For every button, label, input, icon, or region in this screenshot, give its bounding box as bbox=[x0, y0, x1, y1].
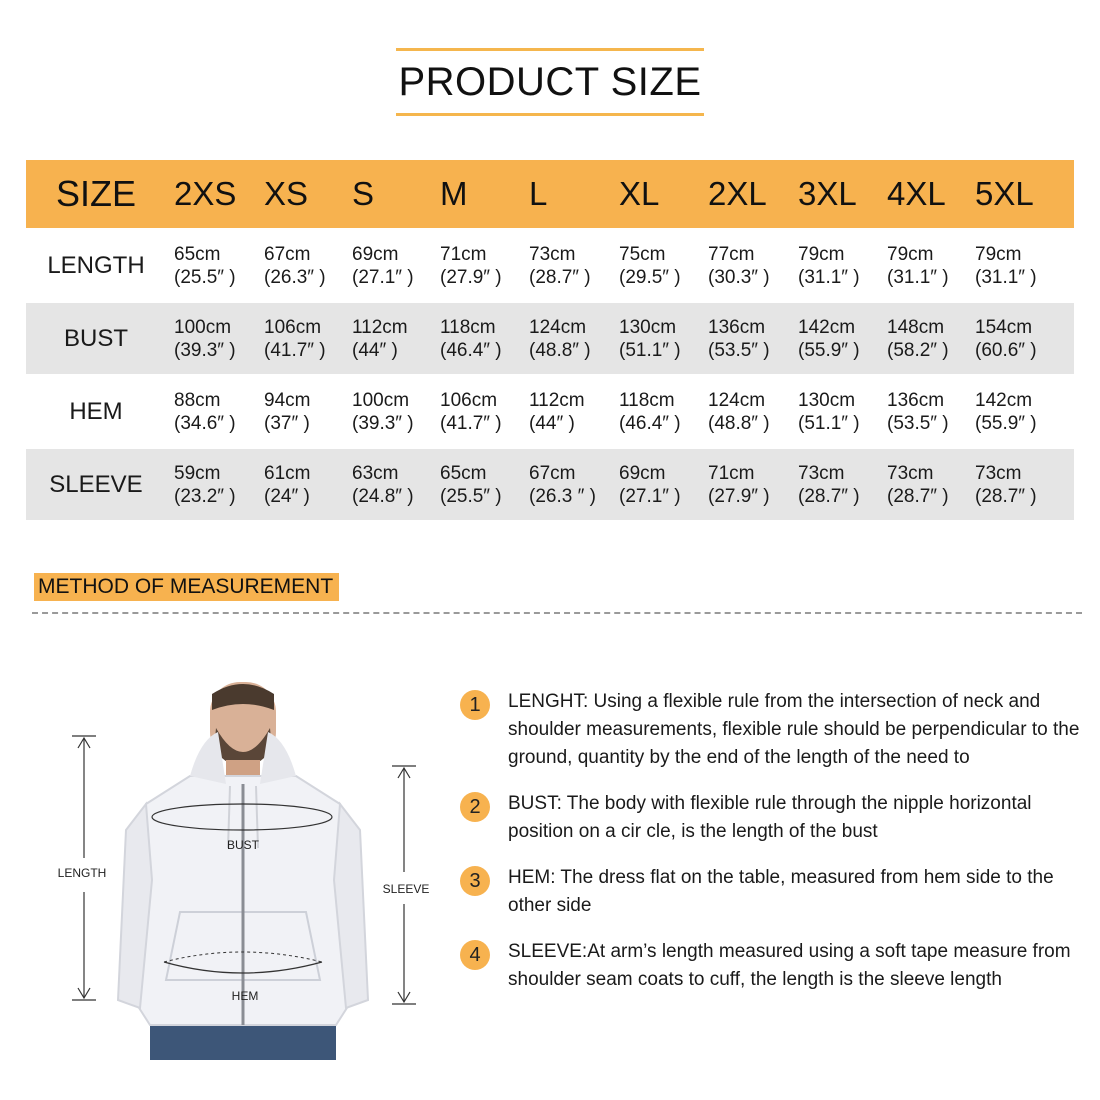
row-label: HEM bbox=[69, 398, 123, 425]
cm-value: 142cm bbox=[798, 316, 856, 338]
inch-value: (39.3″ ) bbox=[352, 412, 414, 434]
size-col-header: 3XL bbox=[790, 160, 879, 228]
size-header-row bbox=[26, 160, 1074, 228]
step-number-badge: 2 bbox=[460, 792, 490, 822]
size-col-header: 5XL bbox=[967, 160, 1074, 228]
inch-value: (55.9″ ) bbox=[798, 339, 860, 361]
inch-value: (29.5″ ) bbox=[619, 266, 681, 288]
inch-value: (58.2″ ) bbox=[887, 339, 949, 361]
size-cell bbox=[344, 376, 432, 447]
inch-value: (28.7″ ) bbox=[798, 485, 860, 507]
cm-value: 69cm bbox=[352, 243, 399, 265]
size-cell bbox=[256, 230, 344, 301]
table-row bbox=[26, 449, 1074, 520]
inch-value: (30.3″ ) bbox=[708, 266, 770, 288]
inch-value: (31.1″ ) bbox=[975, 266, 1037, 288]
cm-value: 106cm bbox=[440, 389, 498, 411]
size-col-header: 2XL bbox=[700, 160, 790, 228]
size-cell bbox=[256, 303, 344, 374]
inch-value: (53.5″ ) bbox=[708, 339, 770, 361]
size-cell bbox=[432, 230, 521, 301]
cm-value: 148cm bbox=[887, 316, 945, 338]
hem-label: HEM bbox=[231, 989, 259, 1003]
size-cell bbox=[790, 449, 879, 520]
size-col-header: 4XL bbox=[879, 160, 967, 228]
size-cell bbox=[967, 303, 1074, 374]
cm-value: 118cm bbox=[619, 389, 675, 411]
size-cell bbox=[521, 376, 611, 447]
cm-value: 88cm bbox=[174, 389, 221, 411]
size-col-header: 2XS bbox=[166, 160, 256, 228]
cm-value: 71cm bbox=[708, 462, 755, 484]
size-cell bbox=[700, 303, 790, 374]
cm-value: 112cm bbox=[529, 389, 585, 411]
inch-value: (28.7″ ) bbox=[529, 266, 591, 288]
inch-value: (25.5″ ) bbox=[440, 485, 502, 507]
inch-value: (44″ ) bbox=[529, 412, 575, 434]
cm-value: 63cm bbox=[352, 462, 399, 484]
cm-value: 73cm bbox=[887, 462, 934, 484]
step-number-badge: 4 bbox=[460, 940, 490, 970]
size-cell bbox=[432, 303, 521, 374]
inch-value: (60.6″ ) bbox=[975, 339, 1037, 361]
inch-value: (24.8″ ) bbox=[352, 485, 414, 507]
size-cell bbox=[967, 230, 1074, 301]
size-cell bbox=[790, 376, 879, 447]
section-divider bbox=[32, 612, 1082, 614]
size-cell bbox=[611, 376, 700, 447]
inch-value: (24″ ) bbox=[264, 485, 310, 507]
cm-value: 79cm bbox=[887, 243, 934, 265]
inch-value: (26.3″ ) bbox=[264, 266, 326, 288]
size-cell bbox=[611, 303, 700, 374]
cm-value: 130cm bbox=[619, 316, 677, 338]
cm-value: 79cm bbox=[975, 243, 1022, 265]
size-cell bbox=[879, 376, 967, 447]
cm-value: 73cm bbox=[975, 462, 1022, 484]
step-text: HEM: The dress flat on the table, measured from hem side to the other side bbox=[508, 867, 1054, 916]
size-cell bbox=[700, 230, 790, 301]
step-item bbox=[460, 938, 1080, 994]
cm-value: 154cm bbox=[975, 316, 1033, 338]
size-cell bbox=[166, 376, 256, 447]
inch-value: (28.7″ ) bbox=[975, 485, 1037, 507]
size-cell bbox=[344, 449, 432, 520]
size-cell bbox=[166, 303, 256, 374]
inch-value: (41.7″ ) bbox=[264, 339, 326, 361]
size-cell bbox=[256, 449, 344, 520]
step-number-badge: 1 bbox=[460, 690, 490, 720]
step-item bbox=[460, 688, 1080, 772]
inch-value: (25.5″ ) bbox=[174, 266, 236, 288]
cm-value: 130cm bbox=[798, 389, 856, 411]
inch-value: (27.1″ ) bbox=[619, 485, 681, 507]
size-cell bbox=[967, 449, 1074, 520]
cm-value: 77cm bbox=[708, 243, 755, 265]
cm-value: 124cm bbox=[529, 316, 587, 338]
cm-value: 65cm bbox=[174, 243, 221, 265]
size-cell bbox=[967, 376, 1074, 447]
inch-value: (23.2″ ) bbox=[174, 485, 236, 507]
step-item bbox=[460, 790, 1080, 846]
cm-value: 142cm bbox=[975, 389, 1033, 411]
size-cell bbox=[700, 449, 790, 520]
size-cell bbox=[879, 303, 967, 374]
size-cell bbox=[611, 230, 700, 301]
inch-value: (27.1″ ) bbox=[352, 266, 414, 288]
cm-value: 106cm bbox=[264, 316, 322, 338]
size-col-header: XS bbox=[256, 160, 344, 228]
size-cell bbox=[879, 230, 967, 301]
inch-value: (44″ ) bbox=[352, 339, 398, 361]
cm-value: 59cm bbox=[174, 462, 221, 484]
table-row bbox=[26, 303, 1074, 374]
size-col-header: XL bbox=[611, 160, 700, 228]
size-col-header: M bbox=[432, 160, 521, 228]
cm-value: 124cm bbox=[708, 389, 766, 411]
inch-value: (41.7″ ) bbox=[440, 412, 502, 434]
cm-value: 94cm bbox=[264, 389, 311, 411]
row-label: BUST bbox=[26, 303, 166, 374]
inch-value: (31.1″ ) bbox=[887, 266, 949, 288]
row-label: SLEEVE bbox=[26, 449, 166, 520]
cm-value: 75cm bbox=[619, 243, 666, 265]
inch-value: (37″ ) bbox=[264, 412, 310, 434]
cm-value: 65cm bbox=[440, 462, 487, 484]
cm-value: 136cm bbox=[708, 316, 766, 338]
size-cell bbox=[700, 376, 790, 447]
size-cell bbox=[521, 449, 611, 520]
size-cell bbox=[344, 303, 432, 374]
size-cell bbox=[432, 376, 521, 447]
step-text: LENGHT: Using a flexible rule from the intersection of neck and shoulder measurements, flexible rule should be perpendicular to the ground, quantity by the end of the length of the need to bbox=[508, 691, 1080, 768]
inch-value: (27.9″ ) bbox=[440, 266, 502, 288]
inch-value: (31.1″ ) bbox=[798, 266, 860, 288]
cm-value: 67cm bbox=[264, 243, 311, 265]
method-heading: METHOD OF MEASUREMENT bbox=[34, 573, 339, 601]
page-title: PRODUCT SIZE bbox=[398, 59, 702, 104]
bust-label: BUST bbox=[226, 838, 260, 852]
cm-value: 136cm bbox=[887, 389, 945, 411]
sleeve-label: SLEEVE bbox=[382, 882, 430, 896]
cm-value: 73cm bbox=[798, 462, 845, 484]
cm-value: 71cm bbox=[440, 243, 487, 265]
length-label: LENGTH bbox=[57, 866, 107, 880]
cm-value: 79cm bbox=[798, 243, 845, 265]
size-cell bbox=[432, 449, 521, 520]
inch-value: (26.3 ″ ) bbox=[529, 485, 596, 507]
inch-value: (55.9″ ) bbox=[975, 412, 1037, 434]
size-cell bbox=[790, 230, 879, 301]
size-cell bbox=[166, 449, 256, 520]
inch-value: (53.5″ ) bbox=[887, 412, 949, 434]
size-cell bbox=[611, 449, 700, 520]
cm-value: 100cm bbox=[352, 389, 410, 411]
size-cell bbox=[166, 230, 256, 301]
cm-value: 118cm bbox=[440, 316, 496, 338]
inch-value: (27.9″ ) bbox=[708, 485, 770, 507]
size-cell bbox=[521, 230, 611, 301]
inch-value: (48.8″ ) bbox=[529, 339, 591, 361]
inch-value: (46.4″ ) bbox=[440, 339, 502, 361]
size-cell bbox=[879, 449, 967, 520]
measurement-steps bbox=[460, 688, 1080, 1012]
model-illustration bbox=[118, 682, 368, 1060]
inch-value: (48.8″ ) bbox=[708, 412, 770, 434]
inch-value: (46.4″ ) bbox=[619, 412, 681, 434]
step-number-badge: 3 bbox=[460, 866, 490, 896]
cm-value: 69cm bbox=[619, 462, 666, 484]
inch-value: (39.3″ ) bbox=[174, 339, 236, 361]
step-text: BUST: The body with flexible rule through the nipple horizontal position on a cir cle, is the length of the bust bbox=[508, 793, 1032, 842]
cm-value: 73cm bbox=[529, 243, 576, 265]
size-col-header: L bbox=[521, 160, 611, 228]
measurement-figure bbox=[40, 680, 440, 1060]
size-cell bbox=[344, 230, 432, 301]
table-row bbox=[26, 376, 1074, 447]
cm-value: 61cm bbox=[264, 462, 311, 484]
cm-value: 67cm bbox=[529, 462, 576, 484]
size-col-header: S bbox=[344, 160, 432, 228]
cm-value: 112cm bbox=[352, 316, 408, 338]
inch-value: (51.1″ ) bbox=[798, 412, 860, 434]
cm-value: 100cm bbox=[174, 316, 232, 338]
inch-value: (51.1″ ) bbox=[619, 339, 681, 361]
title-frame bbox=[396, 48, 704, 116]
table-row bbox=[26, 230, 1074, 301]
size-table bbox=[26, 160, 1074, 520]
step-item bbox=[460, 864, 1080, 920]
size-cell bbox=[790, 303, 879, 374]
row-label: LENGTH bbox=[47, 252, 145, 279]
size-cell bbox=[256, 376, 344, 447]
size-cell bbox=[521, 303, 611, 374]
inch-value: (34.6″ ) bbox=[174, 412, 236, 434]
inch-value: (28.7″ ) bbox=[887, 485, 949, 507]
size-header-label: SIZE bbox=[26, 160, 166, 228]
step-text: SLEEVE:At arm’s length measured using a soft tape measure from shoulder seam coats to cuff, the length is the sleeve length bbox=[508, 941, 1071, 990]
